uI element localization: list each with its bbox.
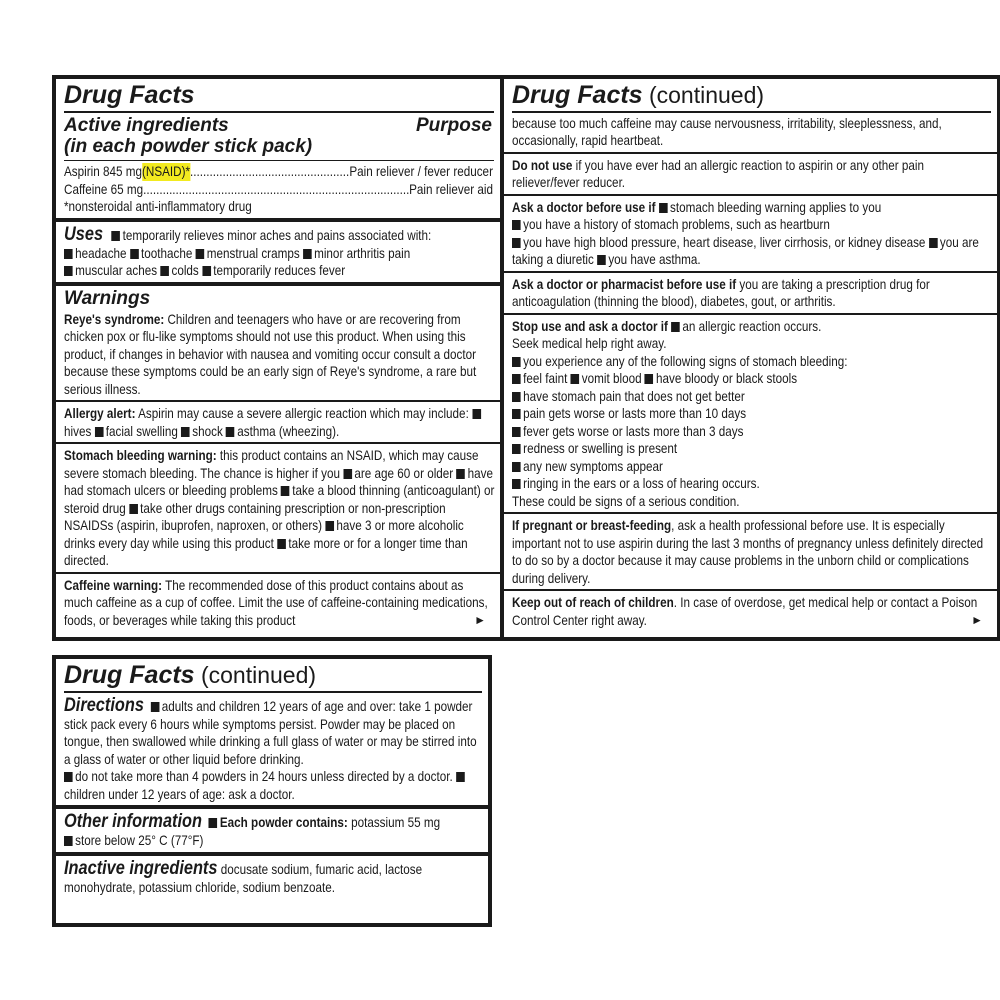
ingredient-row-aspirin <box>64 163 493 181</box>
drug-facts-left-column <box>56 79 500 637</box>
drug-facts-right-column <box>504 79 997 637</box>
bullet-square <box>151 702 160 712</box>
drug-facts-continued-column <box>56 659 488 923</box>
other-information-section: Other information Each powder contains: potassium 55 mg store below 25° C (77°F) <box>64 811 441 848</box>
bullet-square <box>456 772 465 782</box>
caffeine-warning: Caffeine warning: The recommended dose of this product contains about as much caffeine as a cup of coffee. Limit the use of caffeine-containing medications, foods, or beverages while taking this product <box>64 577 488 628</box>
bullet-square <box>129 504 138 514</box>
bullet-square <box>597 255 606 265</box>
reyes-syndrome-warning: Reye's syndrome: Children and teenagers who have or are recovering from chicken pox or flu-like symptoms should not use this product. When using this product, if changes in behavior with nausea and vomiting occur consult a doctor because these symptoms could be an early sign of Reye's syndrome, a rare but serious illness. <box>64 311 477 397</box>
bullet-square <box>64 772 73 782</box>
bullet-square <box>111 231 120 241</box>
bullet-square <box>64 836 73 846</box>
ingredient-purpose: Pain reliever / fever reducer <box>349 164 493 179</box>
warnings-heading: Warnings <box>64 287 151 309</box>
bullet-square <box>512 220 521 230</box>
stomach-bleeding-warning: Stomach bleeding warning: this product contains an NSAID, which may cause severe stomach bleeding. The chance is higher if you are age 60 or older have had stomach ulcers or bleeding problems take a blood thinning (anticoagulant) or steroid drug take other drugs containing prescription or non-prescription NSAIDSs (aspirin, ibuprofen, naproxen, or others) have 3 or more alcoholic drinks every day while using this product take more or for a longer time than directed. <box>64 448 495 568</box>
bullet-square <box>277 539 286 549</box>
bullet-square <box>512 357 521 367</box>
ask-doctor-before-use: Ask a doctor before use if stomach bleeding warning applies to you you have a history of stomach problems, such as heartburn you have high blood pressure, heart disease, liver cirrhosis, or kidney disease you are taking a diuretic you have asthma. <box>512 199 979 267</box>
bullet-square <box>281 486 290 496</box>
other-information-heading: Other information <box>64 811 202 832</box>
bullet-square <box>196 249 205 259</box>
ingredient-row-caffeine <box>64 181 493 199</box>
bullet-square <box>181 427 190 437</box>
active-ingredients-header <box>64 115 494 157</box>
ingredient-purpose: Pain reliever aid <box>409 181 493 197</box>
bullet-square <box>512 238 521 248</box>
stop-use-section: Stop use and ask a doctor if an allergic reaction occurs. Seek medical help right away. you experience any of the following signs of stomach bleeding: feel faint vomit blood have bloody or black stools have stomach pain that does not get better pain gets worse or lasts more than 10 days fever gets worse or lasts more than 3 days redness or swelling is present any new symptoms appear ringing in the ears or a loss of hearing occurs. These could be signs of a serious condition. <box>512 318 848 509</box>
bullet-square <box>929 238 938 248</box>
bullet-square <box>512 392 521 402</box>
bullet-square <box>512 427 521 437</box>
bullet-square <box>512 374 521 384</box>
bullet-square <box>645 374 654 384</box>
purpose-heading: Purpose <box>415 114 492 136</box>
ask-doctor-or-pharmacist: Ask a doctor or pharmacist before use if you are taking a prescription drug for anticoagulation (thinning the blood), diabetes, gout, or arthritis. <box>512 276 930 309</box>
continue-arrow-icon: ► <box>971 612 983 627</box>
pregnancy-warning: If pregnant or breast-feeding, ask a health professional before use. It is especially important not to use aspirin during the last 3 months of pregnancy unless definitely directed to do so by a doctor because it may cause problems in the unborn child or complications during delivery. <box>512 518 984 586</box>
bullet-square <box>325 521 334 531</box>
bullet-square <box>512 409 521 419</box>
bullet-square <box>512 479 521 489</box>
bullet-square <box>456 469 465 479</box>
directions-section: Directions adults and children 12 years of age and over: take 1 powder stick pack every 6 hours while symptoms persist. Powder may be placed on tongue, then swallowed while drinking a full glass of water or may be stirred into a glass of water or other liquid before drinking. do not take more than 4 powders in 24 hours unless directed by a doctor. children under 12 years of age: ask a doctor. <box>64 694 477 802</box>
bullet-square <box>659 203 668 213</box>
bullet-square <box>95 427 104 437</box>
ingredients-rule <box>64 160 494 162</box>
keep-out-of-reach: Keep out of reach of children. In case of overdose, get medical help or contact a Poison Control Center right away. <box>512 595 978 628</box>
bullet-square <box>130 249 139 259</box>
uses-heading: Uses <box>64 223 104 245</box>
ingredient-name: Caffeine 65 mg <box>64 181 144 197</box>
bullet-square <box>64 249 73 259</box>
bullet-square <box>64 266 73 276</box>
inactive-ingredients-section: Inactive ingredients docusate sodium, fumaric acid, lactose monohydrate, potassium chloride, sodium benzoate. <box>64 857 423 895</box>
drug-facts-title: Drug Facts <box>64 81 195 109</box>
bullet-square <box>472 409 481 419</box>
bullet-square <box>512 462 521 472</box>
section-rule <box>56 282 500 286</box>
do-not-use: Do not use if you have ever had an allergic reaction to aspirin or any other pain reliever/fever reducer. <box>512 157 924 190</box>
nsaid-highlight: (NSAID)* <box>141 164 191 179</box>
bullet-square <box>160 266 169 276</box>
bullet-square <box>343 469 352 479</box>
drug-facts-continued-title: Drug Facts (continued) <box>64 661 317 689</box>
continue-arrow-icon: ► <box>474 612 486 627</box>
drug-facts-continued-title: Drug Facts (continued) <box>512 81 765 109</box>
directions-heading: Directions <box>64 694 144 716</box>
bullet-square <box>671 322 680 332</box>
bullet-square <box>209 818 218 828</box>
bullet-square <box>202 266 211 276</box>
active-ingredients-heading: Active ingredients <box>64 114 229 136</box>
bullet-square <box>512 444 521 454</box>
allergy-alert: Allergy alert: Aspirin may cause a severe allergic reaction which may include: hives facial swelling shock asthma (wheezing). <box>64 405 495 440</box>
section-rule <box>56 218 500 222</box>
title-rule <box>64 111 494 113</box>
inactive-ingredients-heading: Inactive ingredients <box>64 857 218 879</box>
active-ingredients-subheading: (in each powder stick pack) <box>64 135 313 157</box>
uses-section: Uses temporarily relieves minor aches and pains associated with: headache toothache menstrual cramps minor arthritis pain muscular aches colds temporarily reduces fever <box>64 223 432 278</box>
drug-facts-panel-3 <box>52 655 492 927</box>
bullet-square <box>226 427 235 437</box>
caffeine-warning-continued: because too much caffeine may cause nervousness, irritability, sleeplessness, and, occasionally, rapid heartbeat. <box>512 115 942 148</box>
bullet-square <box>303 249 312 259</box>
warnings-section <box>64 288 494 630</box>
nsaid-footnote: *nonsteroidal anti-inflammatory drug <box>64 199 252 214</box>
bullet-square <box>571 374 580 384</box>
drug-facts-panel-1-2 <box>52 75 1000 641</box>
ingredient-name: Aspirin 845 mg <box>64 164 142 179</box>
